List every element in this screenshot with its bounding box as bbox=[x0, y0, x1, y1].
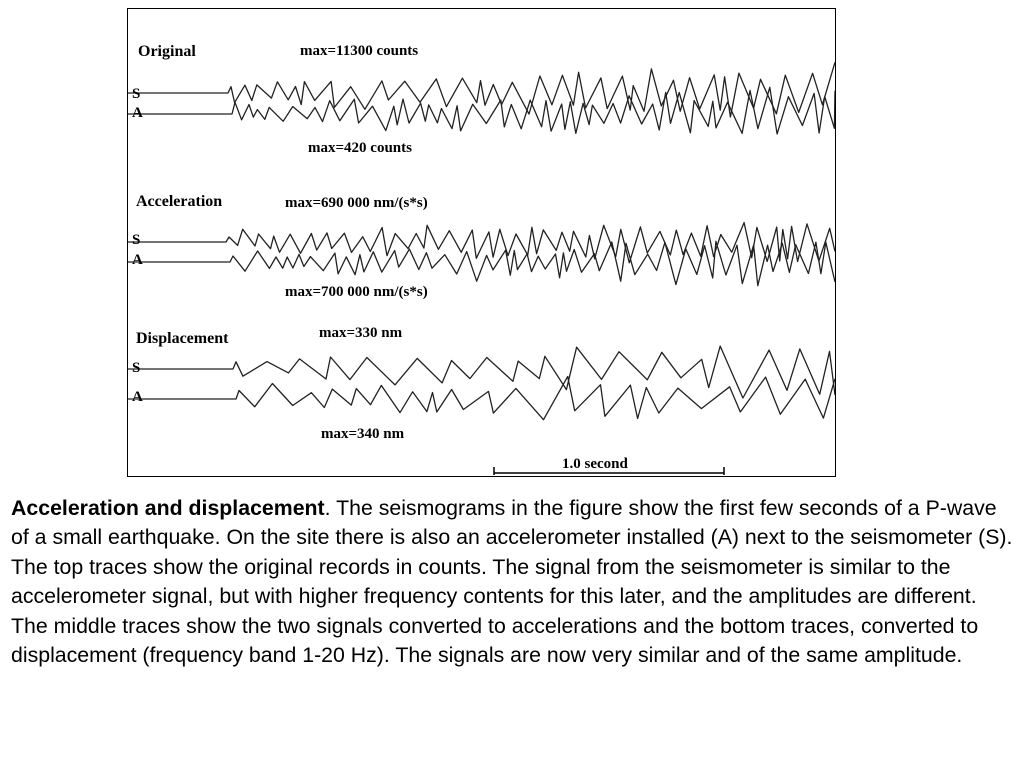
panel-displacement-title: Displacement bbox=[136, 330, 229, 347]
panel-original-a-max: max=420 counts bbox=[308, 140, 412, 156]
trace-displacement-a bbox=[128, 377, 835, 420]
caption-body: . The seismograms in the figure show the first few seconds of a P-wave of a small earthquake. On the site there is also an accelerometer installed (A) next to the seismometer (S). The top traces show the original records in counts. The signal from the seismometer is similar to the accelerometer signal, but with higher frequency contents for this later, and the amplitudes are different. The middle traces show the two signals converted to accelerations and the bottom traces, converted to displacement (frequency band 1-20 Hz). The signals are now very similar and of the same amplitude. bbox=[11, 496, 1013, 668]
trace-original-s bbox=[128, 62, 835, 117]
panel-displacement-a-label: A bbox=[132, 389, 143, 405]
panel-original-title: Original bbox=[138, 43, 196, 60]
panel-acceleration-s-label: S bbox=[132, 232, 141, 248]
time-scale-label: 1.0 second bbox=[562, 456, 628, 472]
panel-acceleration-s-max: max=690 000 nm/(s*s) bbox=[285, 195, 428, 211]
panel-original-s-max: max=11300 counts bbox=[300, 43, 419, 59]
panel-original-a-label: A bbox=[132, 105, 143, 121]
panel-acceleration-a-label: A bbox=[132, 252, 143, 268]
figure-caption bbox=[11, 494, 1013, 670]
seismogram-traces bbox=[128, 9, 836, 477]
panel-original-s-label: S bbox=[132, 86, 141, 102]
panel-displacement-s-label: S bbox=[132, 360, 141, 376]
panel-acceleration-title: Acceleration bbox=[136, 193, 223, 210]
seismogram-figure bbox=[127, 8, 836, 477]
panel-acceleration-a-max: max=700 000 nm/(s*s) bbox=[285, 284, 428, 300]
panel-displacement-a-max: max=340 nm bbox=[321, 426, 405, 442]
trace-displacement-s bbox=[128, 346, 835, 398]
panel-displacement-s-max: max=330 nm bbox=[319, 325, 403, 341]
caption-heading: Acceleration and displacement bbox=[11, 496, 325, 520]
